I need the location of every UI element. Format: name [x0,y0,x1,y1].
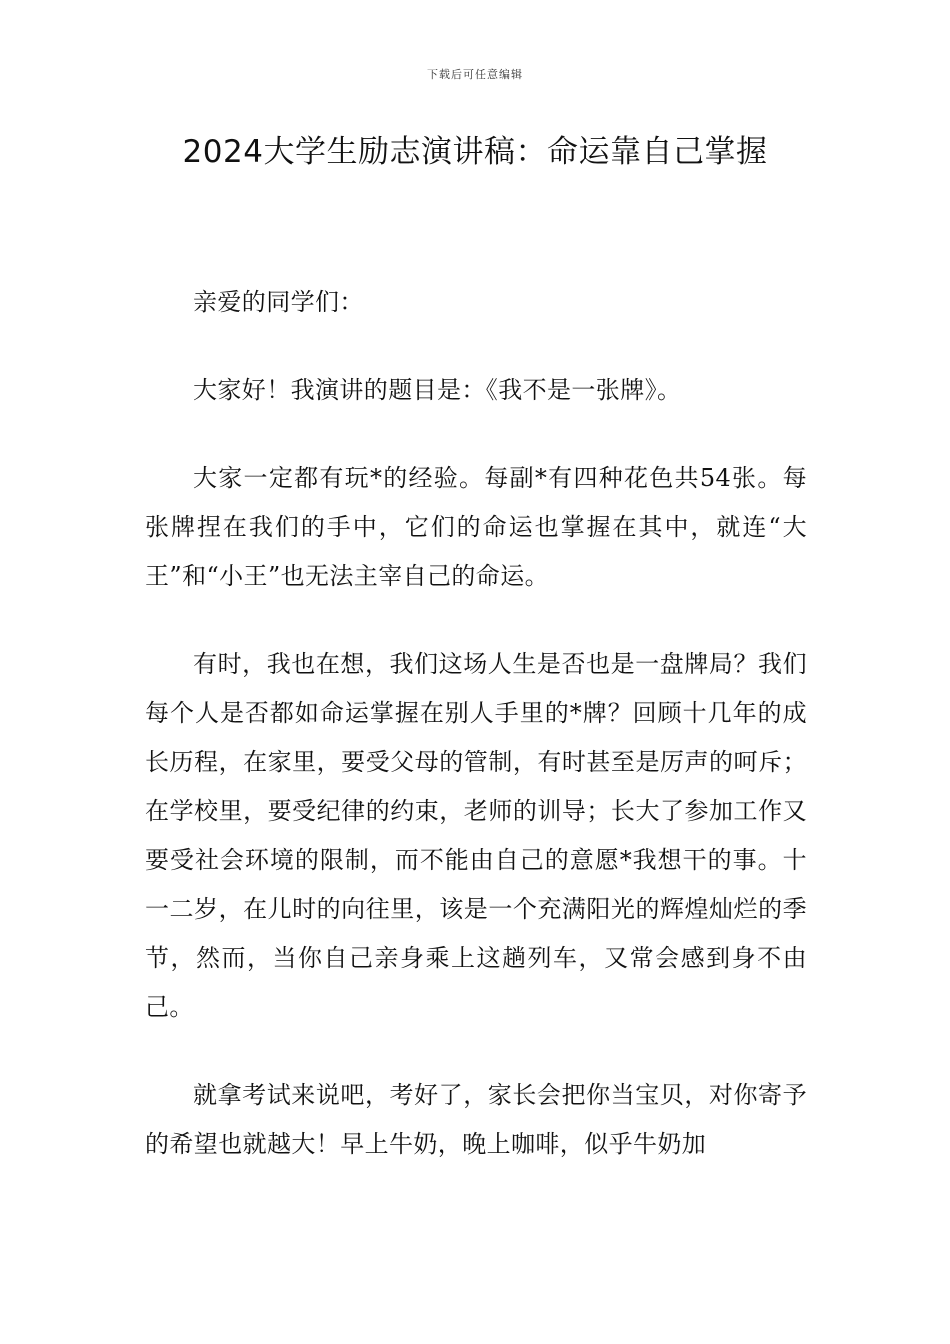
header-note: 下载后可任意编辑 [427,68,523,81]
paragraph-greeting: 大家好！我演讲的题目是：《我不是一张牌》。 [193,376,682,404]
paragraph-salutation: 亲爱的同学们： [193,288,364,316]
document-title: 2024大学生励志演讲稿：命运靠自己掌握 [182,134,768,170]
paragraph-cards: 大家一定都有玩*的经验。每副*有四种花色共54张。每张牌捏在我们的手中，它们的命运也掌握在其中，就连“大王”和“小王”也无法主宰自己的命运。 [145,464,807,590]
paragraph-exams: 就拿考试来说吧，考好了，家长会把你当宝贝，对你寄予的希望也就越大！早上牛奶，晚上咖啡，似乎牛奶加 [145,1081,807,1158]
paragraph-life-game: 有时，我也在想，我们这场人生是否也是一盘牌局？我们每个人是否都如命运掌握在别人手里的*牌？回顾十几年的成长历程，在家里，要受父母的管制，有时甚至是厉声的呵斥；在学校里，要受纪律的约束，老师的训导；长大了参加工作又要受社会环境的限制，而不能由自己的意愿*我想干的事。十一二岁，在儿时的向往里，该是一个充满阳光的辉煌灿烂的季节，然而，当你自己亲身乘上这趟列车，又常会感到身不由己。 [145,650,807,1021]
document-body [145,278,807,1169]
